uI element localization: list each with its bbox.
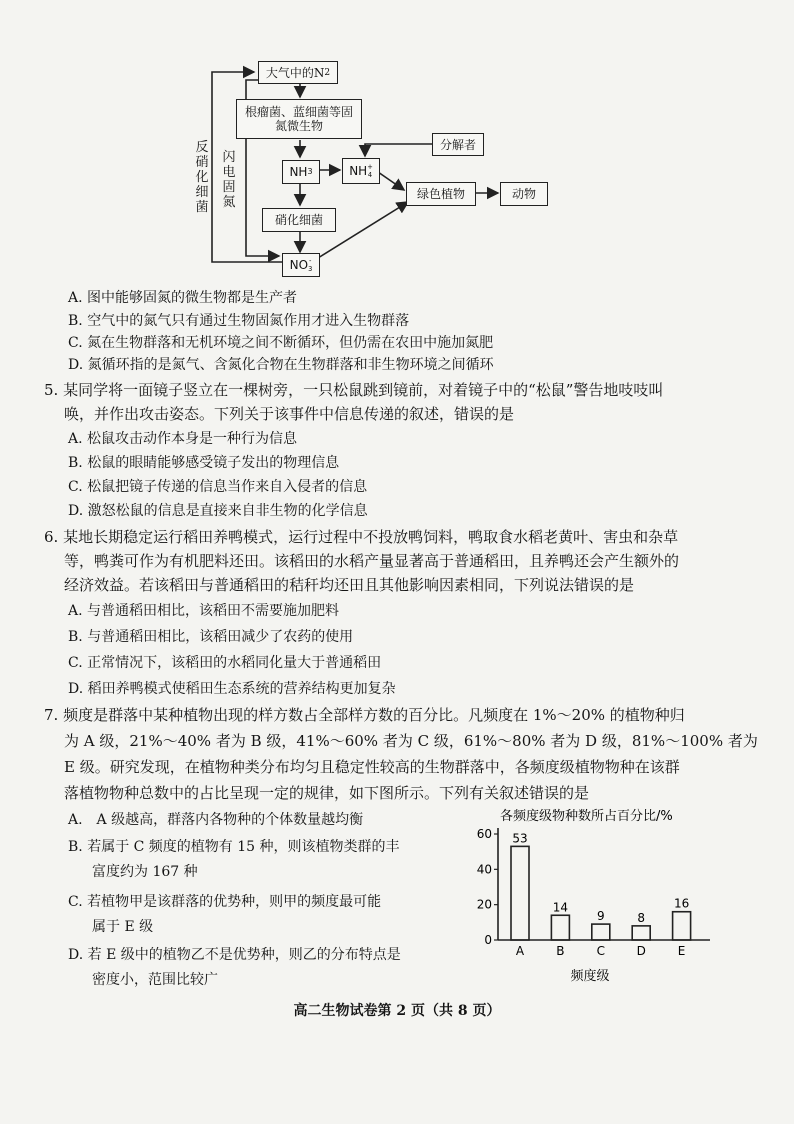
nh4-box	[342, 158, 380, 184]
q4-option-a[interactable]: A. 图中能够固氮的微生物都是生产者	[68, 290, 298, 306]
x-tick-label-B: B	[556, 944, 565, 958]
plant-label: 绿色植物	[416, 187, 465, 201]
q7-stem-line-3: E 级。研究发现，在植物种类分布均匀且稳定性较高的生物群落中，各频度级植物物种在该群	[64, 758, 680, 776]
fixers-label: 根瘤菌、蓝细菌等固氮微生物	[244, 105, 353, 133]
decomposer-label: 分解者	[439, 137, 476, 152]
q6-option-a[interactable]: A. 与普通稻田相比，该稻田不需要施加肥料	[68, 603, 340, 619]
x-tick-label-A: A	[515, 944, 525, 958]
q5-option-d[interactable]: D. 激怒松鼠的信息是直接来自非生物的化学信息	[68, 503, 368, 519]
q7-stem-line-2: 为 A 级，21%～40% 者为 B 级，41%～60% 者为 C 级，61%～80% 者为 D 级，81%～100% 者为	[64, 732, 758, 750]
no3-superscript: -	[309, 257, 312, 265]
x-tick-label-E: E	[677, 944, 686, 958]
n2-subscript: 2	[324, 67, 331, 78]
no3-label: NO	[289, 258, 309, 272]
lightning-fixation-label: 闪电固氮	[222, 150, 236, 210]
bar-value-D: 8	[637, 910, 646, 925]
q7-option-d-continued: 密度小，范围比较广	[92, 972, 218, 988]
q4-option-d[interactable]: D. 氮循环指的是氮气、含氮化合物在生物群落和非生物环境之间循环	[68, 357, 494, 373]
nitrifier-label: 硝化细菌	[274, 213, 323, 227]
no3-subscript: 3	[308, 265, 313, 273]
bar-C	[592, 924, 610, 940]
q6-stem-line-1: 6. 某地长期稳定运行稻田养鸭模式，运行过程中不投放鸭饲料，鸭取食水稻老黄叶、害虫和杂草	[44, 528, 679, 546]
bar-E	[673, 912, 691, 940]
nh3-box	[282, 160, 320, 184]
bar-value-E: 16	[673, 896, 690, 911]
q7-stem-line-4: 落植物物种总数中的占比呈现一定的规律，如下图所示。下列有关叙述错误的是	[64, 784, 590, 802]
animal-label: 动物	[511, 187, 536, 201]
q6-stem-line-3: 经济效益。若该稻田与普通稻田的秸秆均还田且其他影响因素相同，下列说法错误的是	[64, 576, 635, 594]
q7-option-b[interactable]: B. 若属于 C 频度的植物有 15 种，则该植物类群的丰	[68, 839, 400, 855]
chart-title: 各频度级物种数所占百分比/%	[500, 809, 673, 824]
chart-x-axis-label: 频度级	[570, 969, 610, 984]
q7-option-c[interactable]: C. 若植物甲是该群落的优势种，则甲的频度最可能	[68, 894, 382, 910]
bar-value-A: 53	[512, 831, 528, 846]
q6-stem-line-2: 等，鸭粪可作为有机肥料还田。该稻田的水稻产量显著高于普通稻田，且养鸭还会产生额外的	[64, 552, 680, 570]
no3-box	[282, 253, 320, 277]
decomposer-box	[432, 133, 484, 156]
green-plant-box	[406, 182, 476, 206]
q7-option-a[interactable]: A. A 级越高，群落内各物种的个体数量越均衡	[68, 812, 364, 828]
q5-option-a[interactable]: A. 松鼠攻击动作本身是一种行为信息	[68, 431, 298, 447]
y-tick-label-20: 20	[476, 897, 492, 912]
frequency-bar-chart	[460, 800, 740, 990]
nitrogen-fixers-box	[236, 99, 362, 139]
nh4-subscript: 4	[367, 171, 373, 179]
q4-option-c[interactable]: C. 氮在生物群落和无机环境之间不断循环，但仍需在农田中施加氮肥	[68, 335, 494, 351]
nh4-superscript: +	[367, 163, 373, 171]
q5-option-c[interactable]: C. 松鼠把镜子传递的信息当作来自入侵者的信息	[68, 479, 368, 495]
bar-D	[632, 926, 650, 940]
q6-option-b[interactable]: B. 与普通稻田相比，该稻田减少了农药的使用	[68, 629, 354, 645]
q7-option-c-continued: 属于 E 级	[92, 919, 154, 935]
y-tick-label-40: 40	[476, 862, 492, 877]
y-tick-label-0: 0	[484, 933, 492, 947]
nitrifier-box	[262, 208, 336, 232]
q6-option-c[interactable]: C. 正常情况下，该稻田的水稻同化量大于普通稻田	[68, 655, 382, 671]
x-tick-label-D: D	[636, 944, 646, 958]
page-footer: 高二生物试卷第 2 页（共 8 页）	[293, 1003, 501, 1019]
q4-option-b[interactable]: B. 空气中的氮气只有通过生物固氮作用才进入生物群落	[68, 313, 410, 329]
nh3-label: NH	[289, 165, 308, 179]
nh3-subscript: 3	[307, 167, 313, 176]
q5-stem-line-2: 唤，并作出攻击姿态。下列关于该事件中信息传递的叙述，错误的是	[64, 405, 515, 423]
atmospheric-n2-box	[258, 61, 338, 84]
denitrification-label: 反硝化细菌	[195, 140, 209, 215]
animal-box	[500, 182, 548, 206]
diagram-arrows	[0, 0, 794, 290]
nh4-label: NH	[349, 164, 368, 178]
y-tick-label-60: 60	[476, 827, 492, 841]
bar-value-C: 9	[596, 909, 605, 924]
n2-label: 大气中的N	[265, 65, 325, 80]
chart-plot-area	[477, 827, 710, 958]
bar-B	[551, 915, 569, 940]
x-tick-label-C: C	[596, 944, 605, 958]
q7-option-b-continued: 富度约为 167 种	[92, 864, 198, 880]
bar-A	[511, 846, 529, 940]
q5-option-b[interactable]: B. 松鼠的眼睛能够感受镜子发出的物理信息	[68, 455, 340, 471]
q6-option-d[interactable]: D. 稻田养鸭模式使稻田生态系统的营养结构更加复杂	[68, 681, 396, 697]
q7-option-d[interactable]: D. 若 E 级中的植物乙不是优势种，则乙的分布特点是	[68, 947, 401, 963]
q5-stem-line-1: 5. 某同学将一面镜子竖立在一棵树旁，一只松鼠跳到镜前，对着镜子中的“松鼠”警告地吱吱叫	[44, 381, 664, 399]
q7-stem-line-1: 7. 频度是群落中某种植物出现的样方数占全部样方数的百分比。凡频度在 1%～20% 的植物种归	[44, 706, 685, 724]
bar-value-B: 14	[552, 900, 569, 915]
